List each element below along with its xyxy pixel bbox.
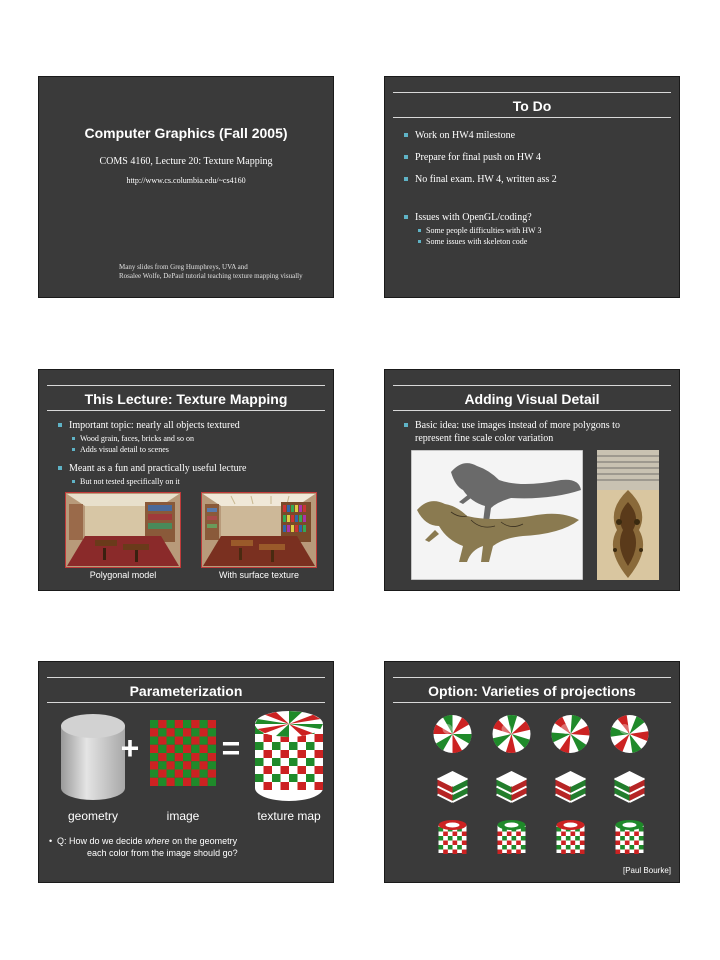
- label-image: image: [166, 809, 200, 823]
- slide1-credit-2: Rosalee Wolfe, DePaul tutorial teaching texture mapping visually: [119, 272, 303, 280]
- caption-polygonal: Polygonal model: [89, 570, 157, 580]
- projection-sample: [434, 715, 472, 753]
- slide4-title: Adding Visual Detail: [464, 391, 600, 407]
- todo-bullet-3: No final exam. HW 4, written ass 2: [415, 174, 557, 185]
- slide2-title: To Do: [512, 98, 552, 114]
- plus-sign: +: [120, 730, 140, 766]
- title-rule-bottom: [393, 117, 671, 118]
- slide6-title: Option: Varieties of projections: [428, 683, 636, 699]
- projections-grid: [423, 706, 659, 866]
- title-rule-top: [47, 385, 325, 386]
- title-rule-top: [393, 385, 671, 386]
- texture-image: [597, 450, 659, 580]
- slide-parameterization[interactable]: [38, 661, 334, 883]
- paul-bourke-credit: [Paul Bourke]: [622, 866, 671, 875]
- slide5-title: Parameterization: [129, 683, 243, 699]
- geometry-cylinder: [59, 712, 127, 804]
- slide-this-lecture[interactable]: [38, 369, 334, 591]
- label-geometry: geometry: [67, 809, 119, 823]
- projection-sample: [497, 771, 527, 802]
- todo-bullet-2: Prepare for final push on HW 4: [415, 152, 541, 163]
- lecture-subbullet-3: But not tested specifically on it: [80, 477, 180, 486]
- slide1-subtitle: COMS 4160, Lecture 20: Texture Mapping: [99, 156, 273, 167]
- projection-sample: [616, 820, 644, 854]
- lecture-bullet-2: Meant as a fun and practically useful lecture: [69, 463, 247, 474]
- slide-todo[interactable]: [384, 76, 680, 298]
- detail-bullet-line-2: represent fine scale color variation: [415, 433, 554, 444]
- slide-visual-detail[interactable]: [384, 369, 680, 591]
- slide1-title: Computer Graphics (Fall 2005): [84, 125, 288, 141]
- dinosaur-image: [411, 450, 583, 580]
- checker-image: [150, 720, 216, 786]
- title-rule-bottom: [47, 410, 325, 411]
- slide3-title: This Lecture: Texture Mapping: [84, 391, 288, 407]
- projection-sample: [557, 820, 585, 854]
- projection-sample: [438, 771, 468, 802]
- projection-sample: [611, 715, 649, 753]
- title-rule-top: [47, 677, 325, 678]
- todo-subbullet-2: Some issues with skeleton code: [426, 237, 528, 246]
- projection-sample: [552, 715, 590, 753]
- title-rule-bottom: [393, 702, 671, 703]
- textured-model-image: [201, 492, 317, 568]
- title-rule-top: [393, 92, 671, 93]
- detail-bullet-line-1: Basic idea: use images instead of more polygons to: [415, 420, 620, 431]
- caption-textured: With surface texture: [218, 570, 300, 580]
- projection-sample: [556, 771, 586, 802]
- lecture-bullet-1: Important topic: nearly all objects textured: [69, 420, 240, 431]
- projection-sample: [615, 771, 645, 802]
- slide1-credit-1: Many slides from Greg Humphreys, UVA and: [119, 263, 248, 271]
- equals-sign: =: [221, 730, 241, 766]
- question-line-2: each color from the image should go?: [87, 848, 238, 858]
- slide-title[interactable]: [38, 76, 334, 298]
- projection-sample: [439, 820, 467, 854]
- bullet-dot: •: [49, 836, 53, 846]
- question-line-1: • Q: How do we decide where on the geometry: [49, 836, 238, 846]
- todo-subbullet-1: Some people difficulties with HW 3: [426, 226, 542, 235]
- todo-bullet-1: Work on HW4 milestone: [415, 130, 516, 141]
- lecture-subbullet-1: Wood grain, faces, bricks and so on: [80, 434, 194, 443]
- slide-projections[interactable]: [384, 661, 680, 883]
- projection-sample: [493, 715, 531, 753]
- polygonal-model-image: [65, 492, 181, 568]
- texture-map-cylinder: [253, 708, 325, 804]
- title-rule-top: [393, 677, 671, 678]
- slide1-url: http://www.cs.columbia.edu/~cs4160: [126, 176, 246, 185]
- title-rule-bottom: [47, 702, 325, 703]
- title-rule-bottom: [393, 410, 671, 411]
- todo-bullet-4: Issues with OpenGL/coding?: [415, 212, 532, 223]
- projection-sample: [498, 820, 526, 854]
- label-texture-map: texture map: [257, 809, 321, 823]
- lecture-subbullet-2: Adds visual detail to scenes: [80, 445, 169, 454]
